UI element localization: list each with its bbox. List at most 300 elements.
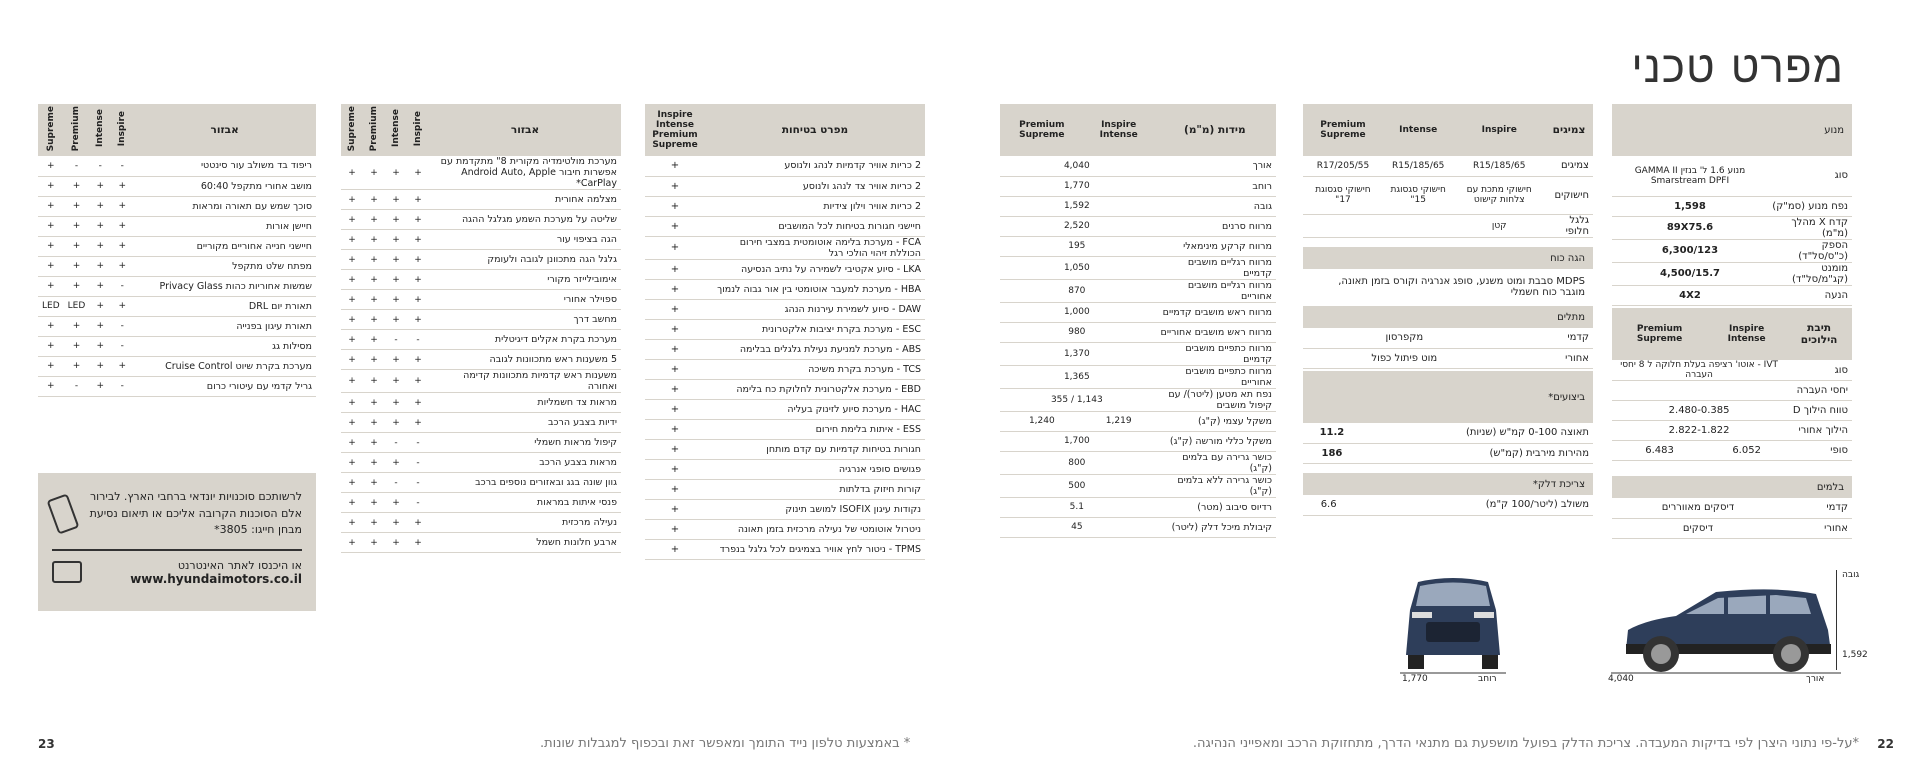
equip1-row — [341, 453, 621, 473]
equip1-row — [341, 473, 621, 493]
safety-row-mark: + — [645, 359, 705, 379]
equip2-row — [38, 316, 316, 336]
safety-row-label: פגושים סופגי אנרגיה — [705, 459, 925, 479]
gearbox-row-label: הילוך אחורי — [1786, 421, 1852, 441]
dimensions-row — [1000, 517, 1276, 537]
equip1-row-mark: - — [407, 433, 429, 453]
gearbox-row-v1: 2.822-1.822 — [1612, 421, 1786, 441]
engine-row — [1612, 285, 1852, 305]
brakes-header: בלמים — [1816, 481, 1844, 493]
equip1-row-mark: + — [385, 156, 407, 190]
engine-row — [1612, 262, 1852, 285]
equip2-row-mark: + — [64, 236, 90, 256]
equip1-row-mark: - — [407, 330, 429, 350]
dimensions-row-label: מרווח כתפיים מושבים קדמיים — [1154, 342, 1276, 365]
equip2-row-mark: + — [38, 356, 64, 376]
safety-row-label: 2 כריות אוויר צד לנהג ולנוסע — [705, 176, 925, 196]
equip2-row-mark: + — [38, 236, 64, 256]
performance-section — [1303, 371, 1593, 464]
fuel-header: צריכת דלק* — [1532, 478, 1585, 490]
wheels-row — [1303, 214, 1593, 237]
equip2-row-mark: - — [111, 376, 133, 396]
wheels-row-v2: 185/65/R15 — [1383, 156, 1454, 176]
equip1-col-label: Premium — [369, 105, 379, 152]
equip2-row — [38, 276, 316, 296]
gearbox-row-v1: 6.052 — [1707, 441, 1786, 461]
equip2-col-2 — [64, 104, 90, 156]
safety-row-label: ESS - איתות בלימת חירום — [705, 419, 925, 439]
safety-row-label: חגורות בטיחות קדמיות עם קדם מותחן — [705, 439, 925, 459]
equip1-row — [341, 310, 621, 330]
gearbox-row — [1612, 401, 1852, 421]
car-width-label: רוחב — [1478, 674, 1497, 684]
suspension-row-label: אחורי — [1506, 348, 1593, 368]
safety-row — [645, 236, 925, 259]
equip1-row-mark: + — [363, 413, 385, 433]
dimensions-row — [1000, 451, 1276, 474]
equip1-row-label: גלגל הגה מתכוונן לגובה ולעומק — [429, 250, 621, 270]
car-height-value: 1,592 — [1842, 650, 1868, 660]
equip1-row — [341, 350, 621, 370]
safety-row — [645, 216, 925, 236]
equip1-row-mark: + — [341, 533, 363, 553]
dimensions-row-v2: 1,240 — [1000, 411, 1084, 431]
equip1-row-label: משענות ראש קדמיות מתכוונות קדימה ואחורה — [429, 370, 621, 393]
dimensions-col-2: Premium Supreme — [1019, 120, 1065, 140]
wheels-row-v1: 185/65/R15 — [1453, 156, 1545, 176]
equip1-row-label: אימובילייזר מקורי — [429, 270, 621, 290]
equip2-row-mark: - — [89, 156, 111, 176]
dimensions-row-v2: 1,700 — [1000, 431, 1154, 451]
safety-row-label: ניטרול אוטומטי של נעילה מרכזית בזמן תאונה — [705, 519, 925, 539]
gearbox-row-v2 — [1612, 381, 1707, 401]
equip1-row-mark: - — [385, 473, 407, 493]
dimensions-row-label: מרווח רגליים מושבים קדמיים — [1154, 256, 1276, 279]
gearbox-row-label: סופי — [1786, 441, 1852, 461]
equip1-row-label: ידיות בצבע הרכב — [429, 413, 621, 433]
safety-row-mark: + — [645, 279, 705, 299]
dimensions-row-v1: 1,219 — [1084, 411, 1154, 431]
dimensions-row-v2: 1,770 — [1000, 176, 1154, 196]
engine-row-value: 89X75.6 — [1612, 216, 1768, 239]
equip1-row-mark: + — [407, 513, 429, 533]
safety-row — [645, 176, 925, 196]
safety-row-label: LKA - סיוע אקטיבי לשמירה על נתיב הנסיעה — [705, 259, 925, 279]
safety-row-mark: + — [645, 299, 705, 319]
gearbox-col-1: Inspire Intense — [1727, 324, 1766, 344]
engine-row-value: 6,300/123 — [1612, 239, 1768, 262]
equip1-row — [341, 533, 621, 553]
equip1-row-mark: + — [363, 250, 385, 270]
equip1-col-label: Inspire — [413, 110, 423, 147]
gearbox-row-label: סוג — [1786, 360, 1852, 381]
safety-row-mark: + — [645, 519, 705, 539]
equip1-row-mark: + — [341, 350, 363, 370]
suspension-header: מתלים — [1557, 311, 1585, 323]
footer-note-left: * באמצעות טלפון נייד התומך ומאפשר זאת ובכפוף למגבלות שונות. — [540, 736, 911, 751]
gearbox-row-v1: 2.480-0.385 — [1612, 401, 1786, 421]
safety-row — [645, 196, 925, 216]
fuel-row-label: משולב (ליטר/100 ק"מ) — [1354, 495, 1593, 515]
power-steering-section — [1303, 247, 1593, 305]
equip1-row-mark: + — [341, 230, 363, 250]
wheels-col-2: Intense — [1399, 125, 1438, 135]
equip2-col-0 — [111, 104, 133, 156]
dimensions-row-label: מרווח קרקע מינימאלי — [1154, 236, 1276, 256]
gearbox-section — [1612, 308, 1852, 461]
website-link[interactable]: www.hyundaimotors.co.il — [130, 571, 302, 586]
wheels-row-label: גלגל חלופי — [1545, 214, 1593, 237]
equip2-row-mark: - — [64, 376, 90, 396]
equip1-row-mark: + — [407, 270, 429, 290]
equip1-row-mark: + — [363, 156, 385, 190]
car-length-label: אורך — [1806, 674, 1825, 684]
dimensions-row — [1000, 176, 1276, 196]
dimensions-row — [1000, 256, 1276, 279]
equip1-row-label: הגה בציפוי עור — [429, 230, 621, 250]
footer-note-right: *על-פי נתוני היצרן לפי בדיקות המעבדה. צריכת הדלק בפועל מושפעת גם מתנאי הדרך, מתחזוקת הרכב ומאפייני הנהיגה. — [1192, 736, 1859, 751]
equip1-row-mark: + — [407, 413, 429, 433]
wheels-row-v3: 205/55/R17 — [1303, 156, 1383, 176]
safety-row-mark: + — [645, 156, 705, 176]
dimensions-row-v2: 1,370 — [1000, 342, 1154, 365]
dimensions-row-label: נפח תא מטען (ליטר)/ עם קיפול מושבים — [1154, 388, 1276, 411]
equip1-row-mark: + — [341, 250, 363, 270]
equip1-row — [341, 250, 621, 270]
suspension-row — [1303, 348, 1593, 368]
equip1-row-mark: + — [363, 330, 385, 350]
equip2-row — [38, 376, 316, 396]
dimensions-row — [1000, 279, 1276, 302]
brakes-row — [1612, 518, 1852, 538]
equip2-row-label: סוכך שמש עם תאורה ומראות — [133, 196, 316, 216]
equip2-row-label: תאורת עיגון בפנייה — [133, 316, 316, 336]
equip2-col-3 — [38, 104, 64, 156]
equip1-row-mark: + — [385, 413, 407, 433]
safety-row-label: HAC - מערכת סיוע לזינוק בעליה — [705, 399, 925, 419]
dimensions-row-v2: 500 — [1000, 474, 1154, 497]
gearbox-row — [1612, 441, 1852, 461]
engine-row-label: הספק (כ"ס/סל"ד) — [1768, 239, 1852, 262]
wheels-row — [1303, 156, 1593, 176]
performance-header: ביצועים* — [1548, 391, 1585, 403]
wheels-section — [1303, 104, 1593, 238]
safety-row-mark: + — [645, 196, 705, 216]
dimensions-row — [1000, 411, 1276, 431]
equip1-row — [341, 270, 621, 290]
wheels-row-v3: חישוקי סגסוגת 17" — [1303, 176, 1383, 214]
equip2-col-label: Premium — [71, 105, 82, 152]
equip1-row-mark: + — [385, 393, 407, 413]
dimensions-row-v2: 45 — [1000, 517, 1154, 537]
equip1-row-mark: - — [407, 493, 429, 513]
equip2-row-mark: + — [64, 176, 90, 196]
equip1-row-mark: + — [341, 310, 363, 330]
equip1-row — [341, 230, 621, 250]
equip1-col-2 — [363, 104, 385, 156]
safety-row-mark: + — [645, 379, 705, 399]
dimensions-row-label: כושר גרירה ללא בלמים (ק"ג) — [1154, 474, 1276, 497]
equip2-row-mark: + — [89, 216, 111, 236]
equip1-row-mark: + — [407, 230, 429, 250]
safety-row-label: חיישני חגורות בטיחות לכל המושבים — [705, 216, 925, 236]
car-side-illustration — [1606, 570, 1846, 690]
gearbox-col-2: Premium Supreme — [1636, 324, 1683, 344]
dimensions-row-label: כושר גרירה עם בלמים (ק"ג) — [1154, 451, 1276, 474]
equip2-row-mark: + — [38, 216, 64, 236]
equip1-row-mark: + — [385, 350, 407, 370]
gearbox-row-v2: 6.483 — [1612, 441, 1707, 461]
dimensions-row — [1000, 322, 1276, 342]
equip2-row-mark: + — [64, 276, 90, 296]
equip1-row-mark: + — [407, 250, 429, 270]
equip1-row-mark: + — [385, 270, 407, 290]
dimensions-row-v2: 1,592 — [1000, 196, 1154, 216]
equip1-row-label: 5 משענות ראש מתכוונות לגובה — [429, 350, 621, 370]
equip2-header: אבזור — [210, 124, 239, 136]
safety-row-label: קורות חיזוק בדלתות — [705, 479, 925, 499]
dimensions-col-1: Inspire Intense — [1099, 120, 1138, 140]
dimensions-row-v2: 4,040 — [1000, 156, 1154, 176]
equip1-row-mark: + — [385, 493, 407, 513]
dimensions-row-label: מרווח רגליים מושבים אחוריים — [1154, 279, 1276, 302]
engine-row-label: נפח מנוע (סמ"ק) — [1768, 196, 1852, 216]
dimensions-header: מידות (מ"מ) — [1184, 124, 1246, 136]
equip2-row-mark: - — [111, 316, 133, 336]
suspension-row-value: מוט פיתול כפול — [1303, 348, 1506, 368]
dealer-info-text: לרשותכם סוכנויות יונדאי ברחבי הארץ. לבירור אלם הסוכנות הקרובה אליכם או תיאום נסיעת מבחן חייגו: 3805* — [89, 490, 302, 536]
page-number-right: 22 — [1877, 737, 1894, 751]
safety-row — [645, 539, 925, 559]
equip2-row-mark: + — [38, 336, 64, 356]
equip2-row-mark: + — [89, 296, 111, 316]
dimensions-row — [1000, 196, 1276, 216]
power-steering-header: הגה כוח — [1550, 252, 1585, 264]
gearbox-row-v1 — [1707, 381, 1786, 401]
equip2-row-mark: - — [111, 276, 133, 296]
page-title: מפרט טכני — [1631, 42, 1844, 93]
equip1-row-mark: + — [363, 190, 385, 210]
monitor-icon — [52, 561, 82, 583]
dimensions-row-label: גובה — [1154, 196, 1276, 216]
equip2-row-mark: + — [111, 256, 133, 276]
equip2-row-label: מסילות גג — [133, 336, 316, 356]
engine-row — [1612, 216, 1852, 239]
engine-row — [1612, 156, 1852, 196]
dimensions-row-v2: 1,143 / 355 — [1000, 388, 1154, 411]
equip1-row-mark: + — [363, 370, 385, 393]
dimensions-row-v2: 1,365 — [1000, 365, 1154, 388]
brakes-row-value: דיסקים — [1612, 518, 1784, 538]
safety-row-mark: + — [645, 339, 705, 359]
equip1-row-label: מצלמה אחורית — [429, 190, 621, 210]
fuel-section — [1303, 473, 1593, 516]
dimensions-row — [1000, 216, 1276, 236]
equip1-row-mark: + — [385, 190, 407, 210]
equip2-col-label: Intense — [95, 109, 106, 148]
equip2-row-mark: + — [64, 196, 90, 216]
dimensions-row — [1000, 388, 1276, 411]
safety-row — [645, 499, 925, 519]
safety-row — [645, 156, 925, 176]
safety-row-mark: + — [645, 479, 705, 499]
equip1-row — [341, 370, 621, 393]
equip1-row-mark: + — [385, 250, 407, 270]
equip2-col-label: Supreme — [45, 105, 56, 152]
dimensions-row — [1000, 497, 1276, 517]
equip2-row-mark: + — [111, 236, 133, 256]
engine-row-label: הנעה — [1768, 285, 1852, 305]
equip2-row-mark: + — [111, 196, 133, 216]
safety-header: מפרט בטיחות — [781, 124, 849, 136]
wheels-col-3: Premium Supreme — [1320, 120, 1366, 140]
equip2-row-label: מושב אחורי מתקפל 60:40 — [133, 176, 316, 196]
engine-row-value: מנוע 1.6 ל' בנזין GAMMA II Smarstream DPFI — [1612, 156, 1768, 196]
equip1-row-label: מערכת מולטימדיה מקורית 8" מתקדמת עם אפשרות חיבור Android Auto, Apple CarPlay* — [429, 156, 621, 190]
equip1-col-1 — [385, 104, 407, 156]
equip1-row-mark: + — [407, 310, 429, 330]
gearbox-row — [1612, 421, 1852, 441]
equip2-row-mark: + — [38, 376, 64, 396]
dimensions-row-label: רדיוס סיבוב (מטר) — [1154, 497, 1276, 517]
equip1-row-mark: + — [363, 533, 385, 553]
equip2-row-mark: + — [64, 216, 90, 236]
equip1-row-mark: + — [341, 413, 363, 433]
safety-row — [645, 459, 925, 479]
safety-row — [645, 279, 925, 299]
equip1-row-mark: + — [363, 453, 385, 473]
dimensions-row-label: מרווח ראש מושבים אחוריים — [1154, 322, 1276, 342]
safety-row — [645, 439, 925, 459]
equip2-row-mark: + — [38, 276, 64, 296]
equip1-row — [341, 433, 621, 453]
equip1-row-mark: + — [407, 190, 429, 210]
brakes-row-value: דיסקים מאווררים — [1612, 498, 1784, 518]
equip1-row-label: גוון שונה בגג ובאזורים נוספים ברכב — [429, 473, 621, 493]
equip2-row-mark: - — [111, 336, 133, 356]
power-steering-value: MDPS סבבת ומוט משנע, סופג אנרגיה וקורס בזמן תאונה, מוגבר כוח חשמלי — [1338, 276, 1585, 298]
wheels-row-v2 — [1383, 214, 1454, 237]
safety-row-mark: + — [645, 459, 705, 479]
safety-row — [645, 479, 925, 499]
equip1-row-label: פנסי איתות במראות — [429, 493, 621, 513]
equip1-row-mark: + — [341, 330, 363, 350]
dimensions-row-label: רוחב — [1154, 176, 1276, 196]
equip2-row-mark: LED — [64, 296, 90, 316]
equip1-row-mark: + — [407, 370, 429, 393]
equip2-row — [38, 216, 316, 236]
equip1-row-mark: + — [341, 473, 363, 493]
equip2-row-mark: + — [89, 256, 111, 276]
brakes-section — [1612, 476, 1852, 539]
equip2-row — [38, 256, 316, 276]
equip2-row — [38, 336, 316, 356]
equip1-row-label: נעילה מרכזית — [429, 513, 621, 533]
safety-row-label: FCA - מערכת בלימה אוטומטית במצבי חירום הכוללת זיהוי הולכי רגל — [705, 236, 925, 259]
dealer-info-box — [38, 473, 316, 611]
equip2-row — [38, 156, 316, 176]
suspension-row-label: קדמי — [1506, 328, 1593, 348]
dimensions-row-label: משקל עצמי (ק"ג) — [1154, 411, 1276, 431]
wheels-row-v2: חישוקי סגסוגת 15" — [1383, 176, 1454, 214]
dimensions-row-v2: 800 — [1000, 451, 1154, 474]
equip1-row-mark: + — [341, 433, 363, 453]
performance-row — [1303, 443, 1593, 463]
equip1-col-label: Intense — [391, 109, 401, 148]
equip2-row-mark: + — [89, 196, 111, 216]
dimensions-row-label: קיבולת מיכל דלק (ליטר) — [1154, 517, 1276, 537]
equip1-row-mark: + — [363, 290, 385, 310]
equip1-row-mark: + — [341, 493, 363, 513]
safety-section — [645, 104, 925, 560]
equip1-col-3 — [341, 104, 363, 156]
dimensions-row-label: אורך — [1154, 156, 1276, 176]
equip1-row-mark: + — [341, 393, 363, 413]
equip2-row-mark: LED — [38, 296, 64, 316]
engine-section — [1612, 104, 1852, 306]
phone-icon — [47, 493, 80, 534]
equip1-row — [341, 330, 621, 350]
equipment-section-2 — [38, 104, 316, 397]
suspension-row — [1303, 328, 1593, 348]
equip2-row — [38, 356, 316, 376]
equip2-row-mark: + — [38, 196, 64, 216]
equip1-row-label: ארבע חלונות חשמל — [429, 533, 621, 553]
equip2-row-mark: + — [89, 236, 111, 256]
gearbox-row — [1612, 381, 1852, 401]
equip1-col-label: Supreme — [347, 105, 357, 152]
safety-row — [645, 339, 925, 359]
equip1-col-0 — [407, 104, 429, 156]
equip2-row-mark: + — [89, 176, 111, 196]
equip1-row — [341, 210, 621, 230]
equip1-row-mark: + — [341, 453, 363, 473]
equip2-col-label: Inspire — [117, 110, 128, 147]
dimensions-row — [1000, 156, 1276, 176]
equip1-row-mark: - — [407, 453, 429, 473]
safety-col: Inspire Intense Premium Supreme — [652, 110, 698, 150]
equip2-row-label: מערכת בקרת שיוט Cruise Control — [133, 356, 316, 376]
wheels-row-label: חישוקים — [1545, 176, 1593, 214]
equip1-row-mark: + — [363, 473, 385, 493]
equip2-row — [38, 236, 316, 256]
safety-row — [645, 359, 925, 379]
safety-row-mark: + — [645, 419, 705, 439]
safety-row-mark: + — [645, 176, 705, 196]
equip1-row-mark: + — [385, 513, 407, 533]
dimensions-row-label: משקל כללי מורשה (ק"ג) — [1154, 431, 1276, 451]
dimensions-row — [1000, 342, 1276, 365]
equip2-row — [38, 196, 316, 216]
equip1-row — [341, 156, 621, 190]
equip2-row-label: תאורת יום DRL — [133, 296, 316, 316]
safety-row — [645, 519, 925, 539]
equip1-row-mark: + — [363, 210, 385, 230]
equip1-row-mark: + — [407, 210, 429, 230]
equip1-row-mark: + — [407, 350, 429, 370]
equip1-row-mark: - — [385, 433, 407, 453]
equip2-row-mark: + — [64, 256, 90, 276]
dimensions-row-v2: 5.1 — [1000, 497, 1154, 517]
equip1-row — [341, 393, 621, 413]
safety-row-label: HBA - מערכת למעבר אוטומטי בין אור גבוה לנמוך — [705, 279, 925, 299]
safety-row-mark: + — [645, 216, 705, 236]
equip1-row-mark: + — [363, 393, 385, 413]
brakes-row — [1612, 498, 1852, 518]
equip1-row-mark: - — [407, 473, 429, 493]
equip2-row-mark: + — [38, 156, 64, 176]
equip1-row — [341, 190, 621, 210]
